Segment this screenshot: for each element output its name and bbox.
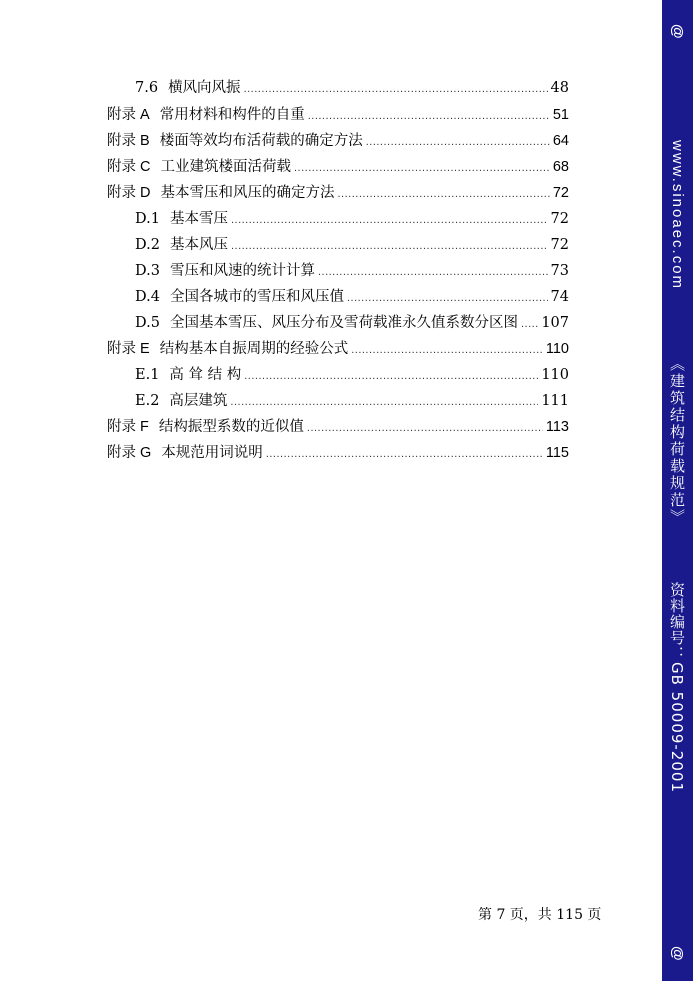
- page-footer: 第 7 页，共 115 页: [478, 907, 602, 923]
- toc-page: 111: [541, 393, 569, 409]
- toc-leader-dots: [230, 392, 538, 412]
- toc-entry-appendix-b[interactable]: [107, 131, 569, 152]
- toc-number: 附录 F: [107, 419, 149, 435]
- toc-page: 110: [541, 367, 569, 383]
- toc-leader-dots: [244, 79, 548, 99]
- toc-page: 64: [552, 133, 569, 149]
- toc-number: 附录 E: [107, 341, 150, 357]
- toc-title: 工业建筑楼面活荷载: [160, 159, 291, 175]
- toc-number: 附录 D: [107, 185, 151, 201]
- at-symbol-top: @: [669, 24, 686, 39]
- toc-number: D.1: [135, 211, 160, 227]
- toc-title: 结构振型系数的近似值: [158, 419, 304, 435]
- toc-page: 74: [550, 289, 569, 305]
- toc-page: 48: [550, 80, 569, 96]
- toc-leader-dots: [318, 262, 548, 282]
- toc-number: 附录 G: [107, 445, 152, 461]
- toc-leader-dots: [231, 236, 548, 256]
- toc-number: D.3: [135, 263, 160, 279]
- toc-leader-dots: [521, 314, 538, 334]
- toc-number: 附录 A: [107, 107, 150, 123]
- toc-entry-appendix-c[interactable]: [107, 157, 569, 178]
- toc-leader-dots: [366, 132, 550, 152]
- toc-leader-dots: [307, 418, 543, 438]
- document-title: 《建筑结构荷载规范》: [668, 356, 686, 526]
- website-url[interactable]: www.sinoaec.com: [669, 140, 686, 291]
- toc-leader-dots: [294, 158, 550, 178]
- toc-title: 本规范用词说明: [161, 445, 263, 461]
- toc-number: D.5: [135, 315, 160, 331]
- toc-page: 72: [550, 237, 569, 253]
- toc-number: D.2: [135, 237, 160, 253]
- toc-title: 基本雪压: [169, 211, 228, 227]
- toc-entry-d-1[interactable]: [135, 209, 569, 230]
- toc-entry-appendix-d[interactable]: [107, 183, 569, 204]
- toc-title: 全国各城市的雪压和风压值: [169, 289, 344, 305]
- toc-page: 113: [545, 419, 569, 435]
- toc-title: 高层建筑: [169, 393, 228, 409]
- toc-title: 雪压和风速的统计计算: [169, 263, 315, 279]
- toc-entry-appendix-f[interactable]: [107, 417, 569, 438]
- toc-title: 全国基本雪压、风压分布及雪荷载准永久值系数分区图: [169, 315, 518, 331]
- toc-number: D.4: [135, 289, 160, 305]
- toc-number: E.2: [135, 393, 160, 409]
- toc-page: 72: [550, 211, 569, 227]
- document-code: 资料编号：GB 50009-2001: [668, 582, 686, 793]
- toc-title: 横风向风振: [168, 80, 241, 96]
- toc-leader-dots: [338, 184, 550, 204]
- toc-title: 常用材料和构件的自重: [159, 107, 305, 123]
- toc-leader-dots: [231, 210, 548, 230]
- toc-entry-d-3[interactable]: [135, 261, 569, 282]
- toc-page: 110: [545, 341, 569, 357]
- toc-entry-d-4[interactable]: [135, 287, 569, 308]
- toc-number: 附录 C: [107, 159, 151, 175]
- toc-page: 107: [541, 315, 569, 331]
- toc-leader-dots: [347, 288, 548, 308]
- toc-entry-appendix-e[interactable]: [107, 339, 569, 360]
- toc-entry-d-2[interactable]: [135, 235, 569, 256]
- toc-page: 72: [552, 185, 569, 201]
- toc-title: 结构基本自振周期的经验公式: [159, 341, 349, 357]
- toc-page: 115: [545, 445, 569, 461]
- toc-title: 楼面等效均布活荷载的确定方法: [159, 133, 363, 149]
- toc-number: 7.6: [135, 80, 159, 96]
- toc-leader-dots: [244, 366, 538, 386]
- toc-title: 基本雪压和风压的确定方法: [160, 185, 335, 201]
- toc-title: 基本风压: [169, 237, 228, 253]
- toc-entry-e-2[interactable]: [135, 391, 569, 412]
- toc-entry-7-6[interactable]: [135, 78, 569, 99]
- toc-entry-appendix-a[interactable]: [107, 105, 569, 126]
- toc-page: 68: [552, 159, 569, 175]
- at-symbol-bottom: @: [669, 946, 686, 961]
- toc-entry-e-1[interactable]: [135, 365, 569, 386]
- toc-leader-dots: [308, 106, 550, 126]
- toc-entry-d-5[interactable]: [135, 313, 569, 334]
- toc-leader-dots: [351, 340, 543, 360]
- toc-entry-appendix-g[interactable]: [107, 443, 569, 464]
- toc-number: E.1: [135, 367, 160, 383]
- toc-leader-dots: [266, 444, 543, 464]
- toc-page: 51: [552, 107, 569, 123]
- toc-number: 附录 B: [107, 133, 150, 149]
- toc-title: 高 耸 结 构: [169, 367, 242, 383]
- toc-page: 73: [550, 263, 569, 279]
- sidebar-banner: [662, 0, 693, 981]
